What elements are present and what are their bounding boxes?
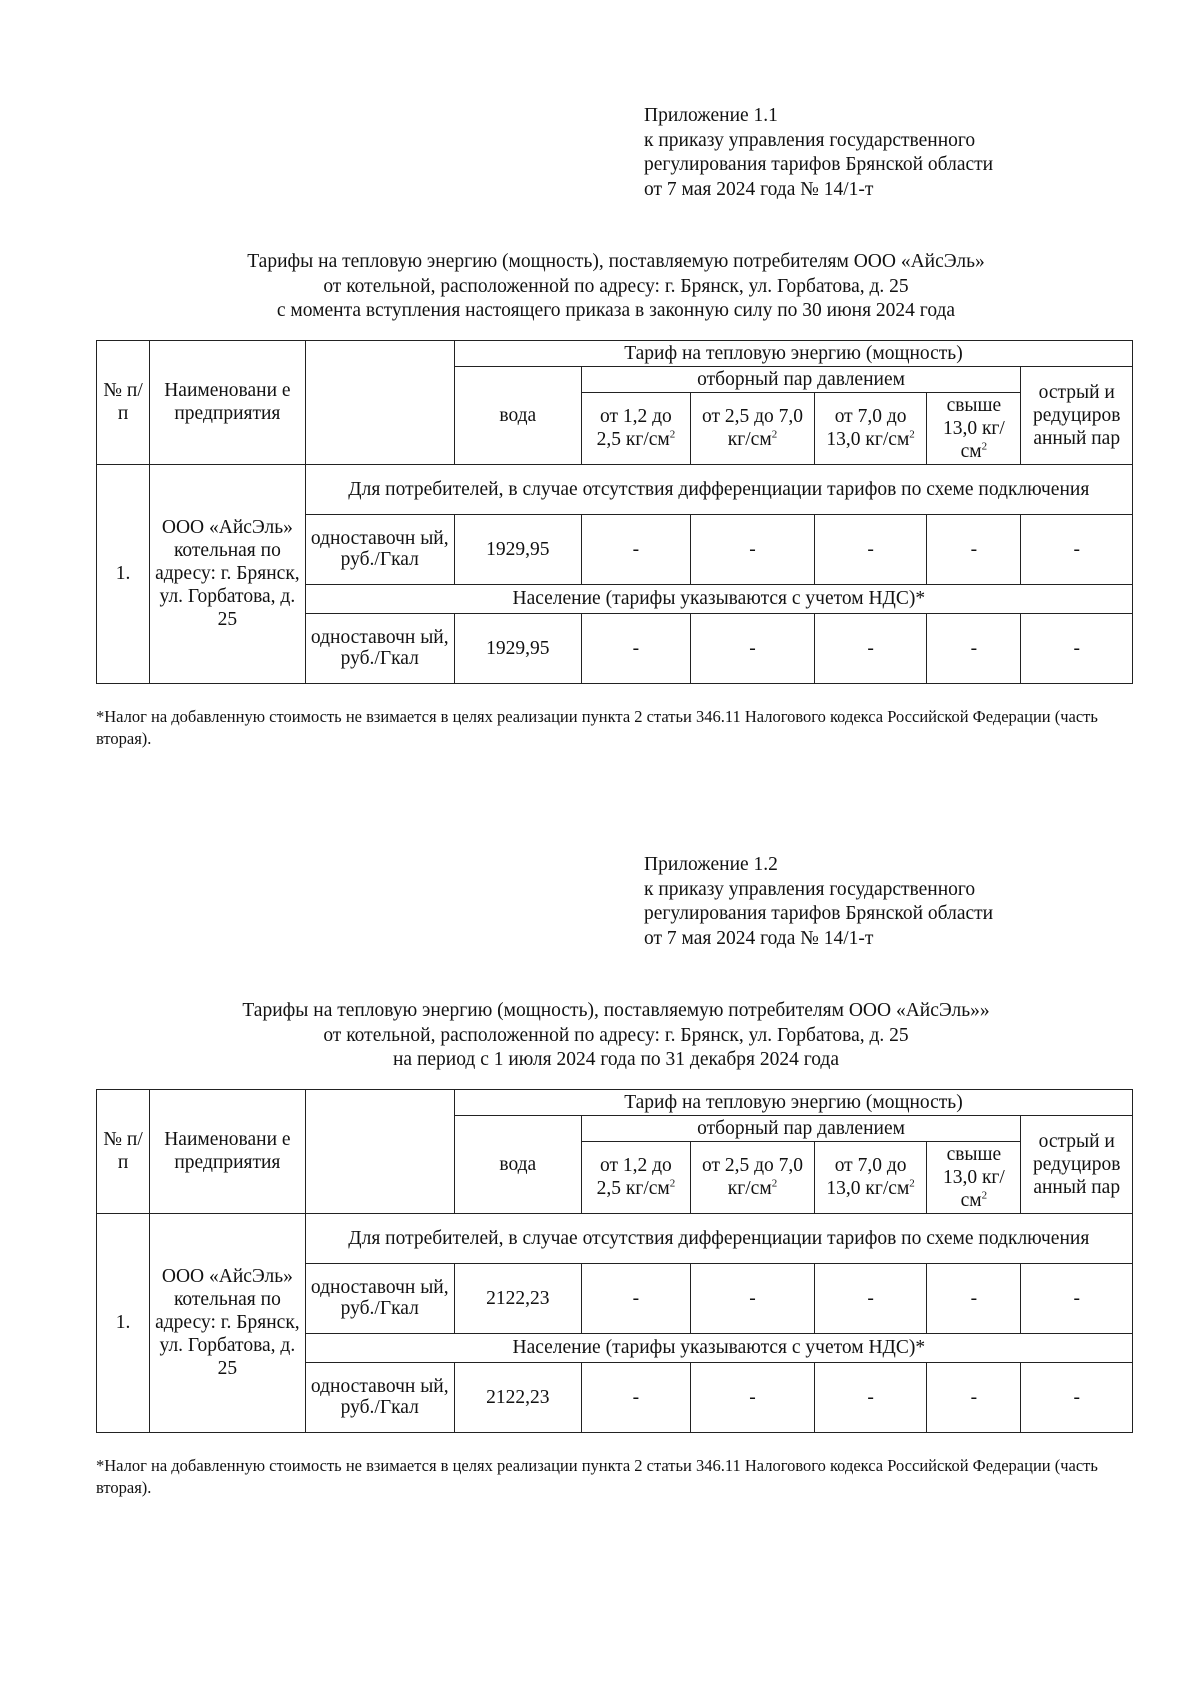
tariff-empty-value: - bbox=[927, 1263, 1021, 1333]
annex-line: Приложение 1.1 bbox=[644, 105, 778, 126]
tariff-empty-value: - bbox=[581, 514, 690, 584]
unit-exponent: 2 bbox=[771, 428, 778, 441]
section-label: Для потребителей, в случае отсутствия дифференциации тарифов по схеме подключения bbox=[305, 1213, 1132, 1263]
tariff-empty-value: - bbox=[1021, 1362, 1133, 1432]
tariff-empty-value: - bbox=[581, 1263, 690, 1333]
tariff-empty-value: - bbox=[927, 514, 1021, 584]
header-steam-group: отборный пар давлением bbox=[581, 1115, 1021, 1141]
header-pressure-1 bbox=[581, 1141, 690, 1213]
header-pressure-label: от 7,0 до 13,0 кг/см bbox=[826, 406, 910, 450]
tariff-empty-value: - bbox=[814, 613, 926, 683]
section-label: Для потребителей, в случае отсутствия дифференциации тарифов по схеме подключения bbox=[305, 464, 1132, 514]
header-sharp-steam: острый и редуциров анный пар bbox=[1021, 366, 1133, 464]
tariff-empty-value: - bbox=[691, 1263, 815, 1333]
header-sharp-steam: острый и редуциров анный пар bbox=[1021, 1115, 1133, 1213]
annex-line: регулирования тарифов Брянской области bbox=[644, 903, 994, 924]
title-line: на период с 1 июля 2024 года по 31 декабря 2024 года bbox=[392, 1049, 839, 1070]
header-pressure-3 bbox=[814, 1141, 926, 1213]
header-tariff-group: Тариф на тепловую энергию (мощность) bbox=[454, 340, 1132, 366]
header-pressure-2 bbox=[691, 392, 815, 464]
header-tariff-group: Тариф на тепловую энергию (мощность) bbox=[454, 1089, 1132, 1115]
tariff-empty-value: - bbox=[927, 613, 1021, 683]
annex-line: от 7 мая 2024 года № 14/1-т bbox=[644, 178, 874, 200]
section-label: Население (тарифы указываются с учетом НДС)* bbox=[305, 584, 1132, 613]
annex-line: к приказу управления государственного bbox=[644, 129, 976, 151]
annex-line: Приложение 1.2 bbox=[644, 854, 778, 875]
tariff-water-value: 2122,23 bbox=[454, 1362, 581, 1432]
header-pressure-label: от 1,2 до 2,5 кг/см bbox=[596, 406, 672, 450]
header-pressure-label: от 7,0 до 13,0 кг/см bbox=[826, 1155, 910, 1199]
footnote: *Налог на добавленную стоимость не взимается в целях реализации пункта 2 статьи 346.11 Налогового кодекса Российской Федерации (часть вторая). bbox=[96, 706, 1098, 748]
header-number: № п/п bbox=[97, 1089, 150, 1213]
title-line: от котельной, расположенной по адресу: г. Брянск, ул. Горбатова, д. 25 bbox=[323, 275, 909, 297]
header-number: № п/п bbox=[97, 340, 150, 464]
tariff-empty-value: - bbox=[1021, 1263, 1133, 1333]
unit-exponent: 2 bbox=[981, 1189, 988, 1201]
annex-block bbox=[644, 853, 1136, 951]
footnote: *Налог на добавленную стоимость не взимается в целях реализации пункта 2 статьи 346.11 Налогового кодекса Российской Федерации (часть вторая). bbox=[96, 1455, 1098, 1497]
unit-label: одноставочн ый, руб./Гкал bbox=[305, 514, 454, 584]
appendix-1-2 bbox=[96, 853, 1136, 1499]
tariff-title bbox=[96, 250, 1136, 324]
tariff-title bbox=[96, 999, 1136, 1073]
tariff-water-value: 1929,95 bbox=[454, 613, 581, 683]
row-number: 1. bbox=[97, 1213, 150, 1432]
tariff-empty-value: - bbox=[814, 1263, 926, 1333]
unit-label: одноставочн ый, руб./Гкал bbox=[305, 1362, 454, 1432]
header-empty bbox=[305, 1089, 454, 1213]
tariff-empty-value: - bbox=[1021, 613, 1133, 683]
header-enterprise-name: Наименовани е предприятия bbox=[150, 1089, 305, 1213]
tariff-table bbox=[96, 340, 1133, 684]
unit-exponent: 2 bbox=[669, 428, 676, 441]
tariff-empty-value: - bbox=[691, 1362, 815, 1432]
header-pressure-label: свыше 13,0 кг/см bbox=[942, 1143, 1005, 1211]
annex-line: регулирования тарифов Брянской области bbox=[644, 154, 994, 175]
tariff-empty-value: - bbox=[814, 514, 926, 584]
header-pressure-4 bbox=[927, 1141, 1021, 1213]
annex-line: от 7 мая 2024 года № 14/1-т bbox=[644, 927, 874, 949]
tariff-water-value: 2122,23 bbox=[454, 1263, 581, 1333]
title-line: с момента вступления настоящего приказа в законную силу по 30 июня 2024 года bbox=[276, 300, 956, 321]
header-water: вода bbox=[454, 1115, 581, 1213]
unit-exponent: 2 bbox=[771, 1177, 778, 1190]
header-pressure-1 bbox=[581, 392, 690, 464]
title-line: Тарифы на тепловую энергию (мощность), поставляемую потребителям ООО «АйсЭль» bbox=[247, 251, 985, 272]
unit-label: одноставочн ый, руб./Гкал bbox=[305, 1263, 454, 1333]
tariff-empty-value: - bbox=[1021, 514, 1133, 584]
tariff-empty-value: - bbox=[581, 1362, 690, 1432]
header-enterprise-name: Наименовани е предприятия bbox=[150, 340, 305, 464]
tariff-water-value: 1929,95 bbox=[454, 514, 581, 584]
unit-label: одноставочн ый, руб./Гкал bbox=[305, 613, 454, 683]
enterprise-name: ООО «АйсЭль» котельная по адресу: г. Брянск, ул. Горбатова, д. 25 bbox=[150, 1213, 305, 1432]
header-pressure-label: от 1,2 до 2,5 кг/см bbox=[596, 1155, 672, 1199]
header-pressure-label: от 2,5 до 7,0 кг/см bbox=[701, 1155, 804, 1199]
enterprise-name: ООО «АйсЭль» котельная по адресу: г. Брянск, ул. Горбатова, д. 25 bbox=[150, 464, 305, 683]
unit-exponent: 2 bbox=[909, 1177, 915, 1190]
tariff-empty-value: - bbox=[691, 514, 815, 584]
unit-exponent: 2 bbox=[981, 440, 988, 452]
tariff-table bbox=[96, 1089, 1133, 1433]
unit-exponent: 2 bbox=[909, 428, 915, 441]
header-pressure-2 bbox=[691, 1141, 815, 1213]
appendix-1-1 bbox=[96, 104, 1136, 750]
tariff-empty-value: - bbox=[691, 613, 815, 683]
header-pressure-label: от 2,5 до 7,0 кг/см bbox=[701, 406, 804, 450]
header-pressure-4 bbox=[927, 392, 1021, 464]
tariff-empty-value: - bbox=[581, 613, 690, 683]
header-empty bbox=[305, 340, 454, 464]
header-steam-group: отборный пар давлением bbox=[581, 366, 1021, 392]
row-number: 1. bbox=[97, 464, 150, 683]
title-line: Тарифы на тепловую энергию (мощность), поставляемую потребителям ООО «АйсЭль»» bbox=[242, 1000, 990, 1021]
unit-exponent: 2 bbox=[669, 1177, 676, 1190]
section-label: Население (тарифы указываются с учетом НДС)* bbox=[305, 1333, 1132, 1362]
tariff-empty-value: - bbox=[814, 1362, 926, 1432]
title-line: от котельной, расположенной по адресу: г. Брянск, ул. Горбатова, д. 25 bbox=[323, 1024, 909, 1046]
header-pressure-label: свыше 13,0 кг/см bbox=[942, 394, 1005, 462]
tariff-empty-value: - bbox=[927, 1362, 1021, 1432]
header-water: вода bbox=[454, 366, 581, 464]
annex-block bbox=[644, 104, 1136, 202]
annex-line: к приказу управления государственного bbox=[644, 878, 976, 900]
header-pressure-3 bbox=[814, 392, 926, 464]
